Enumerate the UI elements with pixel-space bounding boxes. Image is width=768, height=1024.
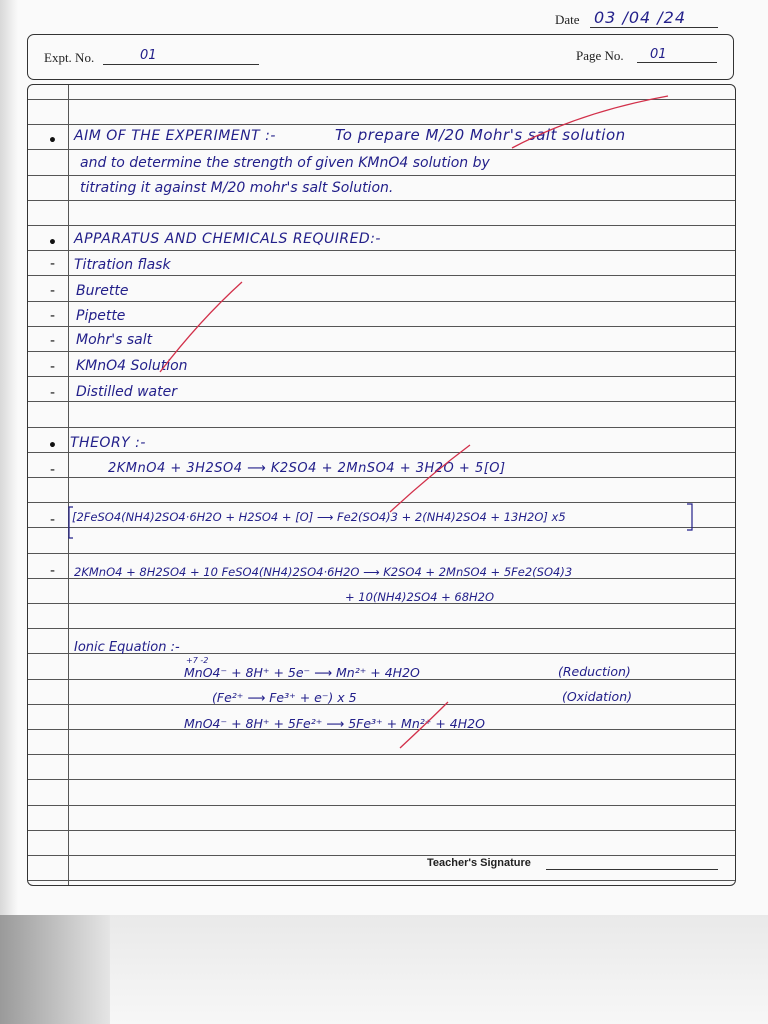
- apparatus-item: Burette: [76, 283, 129, 299]
- aim-line-3: titrating it against M/20 mohr's salt Solution.: [80, 180, 394, 196]
- theory-equation-3: 2KMnO4 + 8H2SO4 + 10 FeSO4(NH4)2SO4·6H2O ⟶ K2SO4 + 2MnSO4 + 5Fe2(SO4)3: [74, 565, 573, 579]
- expt-no-label: Expt. No.: [44, 50, 95, 65]
- ionic-equation-1: MnO4⁻ + 8H⁺ + 5e⁻ ⟶ Mn²⁺ + 4H2O: [184, 665, 420, 680]
- aim-line-1: To prepare M/20 Mohr's salt solution: [335, 126, 626, 144]
- apparatus-item: Mohr's salt: [76, 332, 153, 348]
- aim-line-2: and to determine the strength of given KMnO4 solution by: [80, 155, 490, 171]
- check-mark-ionic: [400, 702, 448, 748]
- equation-bracket-left: [69, 507, 73, 538]
- date-value: 03 /04 /24: [594, 8, 687, 27]
- expt-no-value: 01: [140, 48, 157, 63]
- date-label: Date: [555, 12, 580, 27]
- page-no-value: 01: [650, 47, 667, 62]
- apparatus-item: Distilled water: [76, 384, 177, 400]
- ionic-heading: Ionic Equation :-: [74, 640, 180, 655]
- teacher-signature-label: Teacher's Signature: [427, 857, 531, 869]
- dash: -: [50, 563, 56, 579]
- apparatus-item: Pipette: [76, 308, 126, 324]
- apparatus-bullet: •: [48, 235, 57, 251]
- ionic-equation-1-note: (Reduction): [558, 664, 631, 679]
- apparatus-item: KMnO4 Solution: [76, 358, 188, 374]
- aim-heading: AIM OF THE EXPERIMENT :-: [74, 128, 276, 144]
- dash: -: [50, 333, 56, 349]
- apparatus-heading: APPARATUS AND CHEMICALS REQUIRED:-: [74, 231, 381, 247]
- dash: -: [50, 462, 56, 478]
- theory-heading: THEORY :-: [70, 435, 146, 451]
- ionic-equation-2-note: (Oxidation): [562, 689, 633, 704]
- apparatus-item: Titration flask: [74, 257, 171, 273]
- theory-bullet: •: [48, 438, 57, 454]
- check-mark-theory: [390, 445, 470, 512]
- theory-equation-2: [2FeSO4(NH4)2SO4·6H2O + H2SO4 + [O] ⟶ Fe2(SO4)3 + 2(NH4)2SO4 + 13H2O] x5: [72, 510, 566, 524]
- dash: -: [50, 359, 56, 375]
- ionic-equation-3: MnO4⁻ + 8H⁺ + 5Fe²⁺ ⟶ 5Fe³⁺ + Mn²⁺ + 4H2O: [184, 716, 485, 731]
- page-no-label: Page No.: [576, 48, 624, 63]
- theory-equation-1: 2KMnO4 + 3H2SO4 ⟶ K2SO4 + 2MnSO4 + 3H2O + 5[O]: [108, 461, 506, 476]
- ionic-equation-2: (Fe²⁺ ⟶ Fe³⁺ + e⁻) x 5: [212, 690, 357, 705]
- dash: -: [50, 256, 56, 272]
- equation-bracket-right: [687, 504, 692, 530]
- dash: -: [50, 512, 56, 528]
- theory-equation-3-continued: + 10(NH4)2SO4 + 68H2O: [345, 590, 495, 604]
- dash: -: [50, 283, 56, 299]
- check-mark-aim: [512, 96, 668, 148]
- dash: -: [50, 308, 56, 324]
- page-bottom-shadow: [0, 915, 768, 1024]
- aim-bullet: •: [48, 133, 57, 149]
- dash: -: [50, 385, 56, 401]
- check-mark-apparatus: [160, 282, 242, 372]
- oxidation-states: +7 -2: [186, 656, 209, 665]
